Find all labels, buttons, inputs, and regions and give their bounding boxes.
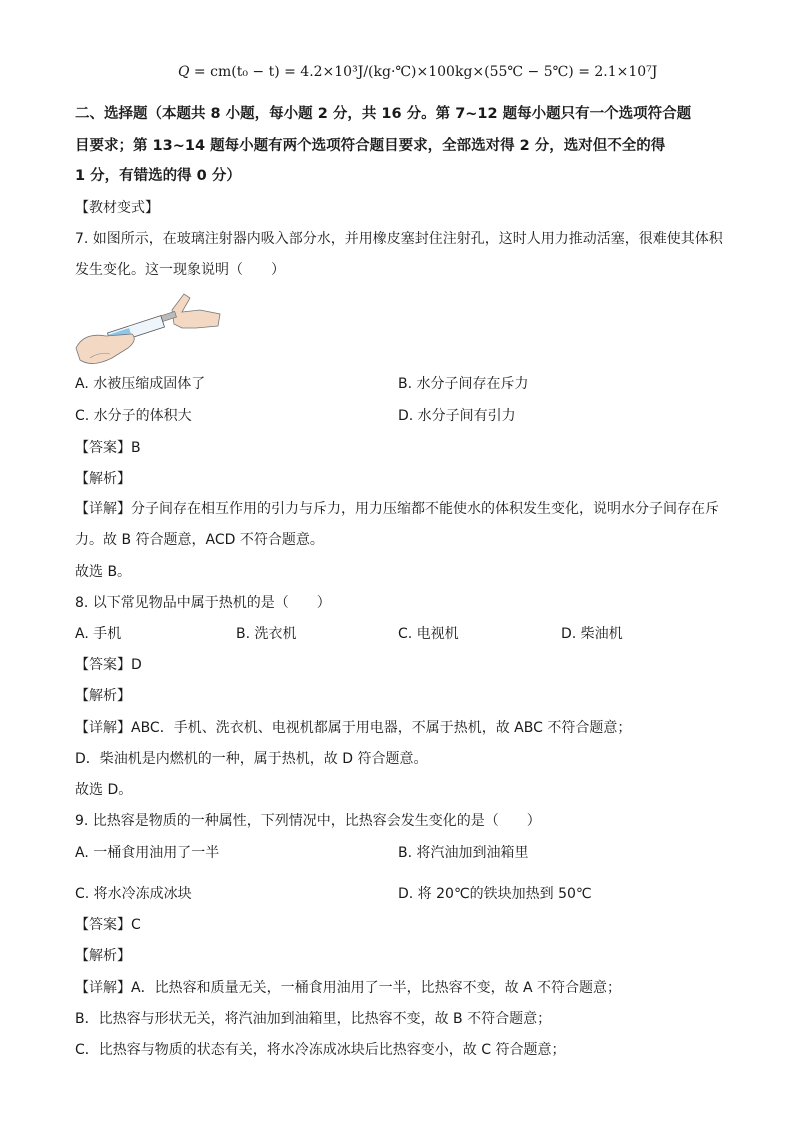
- q8-detail-line-2: D．柴油机是内燃机的一种，属于热机，故 D 符合题意。: [75, 751, 428, 767]
- q9-detail-line-2: B．比热容与形状无关，将汽油加到油箱里，比热容不变，故 B 不符合题意；: [75, 1011, 552, 1027]
- q7-answer: 【答案】B: [75, 440, 141, 456]
- q7-conclusion: 故选 B。: [75, 564, 132, 580]
- textbook-variant-tag: 【教材变式】: [75, 200, 159, 216]
- q9-analysis-tag: 【解析】: [75, 948, 131, 964]
- q9-answer: 【答案】C: [75, 917, 141, 933]
- section-heading-line-3: 1 分，有错选的得 0 分）: [75, 168, 241, 184]
- q8-answer: 【答案】D: [75, 657, 142, 673]
- q7-option-c: C. 水分子的体积大: [75, 408, 192, 424]
- formula-lhs: Q: [178, 64, 190, 80]
- q7-option-b: B. 水分子间存在斥力: [398, 376, 529, 392]
- q9-option-d: D. 将 20℃的铁块加热到 50℃: [398, 886, 592, 902]
- q7-stem-line-2: 发生变化。这一现象说明（ ）: [75, 262, 285, 278]
- q7-analysis-tag: 【解析】: [75, 471, 131, 487]
- q9-stem: 9. 比热容是物质的一种属性，下列情况中，比热容会发生变化的是（ ）: [75, 813, 541, 829]
- q8-detail-line-1: 【详解】ABC．手机、洗衣机、电视机都属于用电器，不属于热机，故 ABC 不符合题意；: [75, 720, 632, 736]
- q8-analysis-tag: 【解析】: [75, 688, 131, 704]
- q7-option-a: A. 水被压缩成固体了: [75, 376, 206, 392]
- q8-conclusion: 故选 D。: [75, 782, 133, 798]
- q9-option-c: C. 将水冷冻成冰块: [75, 886, 192, 902]
- q9-option-b: B. 将汽油加到油箱里: [398, 845, 529, 861]
- heat-formula: [178, 64, 657, 80]
- q7-detail-line-1: 【详解】分子间存在相互作用的引力与斥力，用力压缩都不能使水的体积发生变化，说明水分子间存在斥: [75, 501, 719, 517]
- q8-option-b: B. 洗衣机: [236, 626, 297, 642]
- q7-stem-line-1: 7. 如图所示，在玻璃注射器内吸入部分水，并用橡皮塞封住注射孔，这时人用力推动活塞，很难使其体积: [75, 231, 723, 247]
- section-heading-line-2: 目要求；第 13~14 题每小题有两个选项符合题目要求，全部选对得 2 分，选对但不全的得: [75, 138, 666, 154]
- q7-option-d: D. 水分子间有引力: [398, 408, 516, 424]
- q8-option-d: D. 柴油机: [561, 626, 623, 642]
- syringe-with-hand-illustration: [72, 288, 222, 368]
- section-heading-line-1: 二、选择题（本题共 8 小题，每小题 2 分，共 16 分。第 7~12 题每小题只有一个选项符合题: [75, 106, 692, 122]
- q8-option-a: A. 手机: [75, 626, 122, 642]
- q9-detail-line-3: C．比热容与物质的状态有关，将水冷冻成冰块后比热容变小，故 C 符合题意；: [75, 1042, 566, 1058]
- q9-detail-line-1: 【详解】A．比热容和质量无关，一桶食用油用了一半，比热容不变，故 A 不符合题意；: [75, 980, 622, 996]
- q9-option-a: A. 一桶食用油用了一半: [75, 845, 220, 861]
- q8-stem: 8. 以下常见物品中属于热机的是（ ）: [75, 595, 331, 611]
- formula-rest: = cm(t₀ − t) = 4.2×10³J/(kg·℃)×100kg×(55℃ − 5℃) = 2.1×10⁷J: [189, 64, 658, 80]
- q7-detail-line-2: 力。故 B 符合题意，ACD 不符合题意。: [75, 532, 324, 548]
- q8-option-c: C. 电视机: [398, 626, 459, 642]
